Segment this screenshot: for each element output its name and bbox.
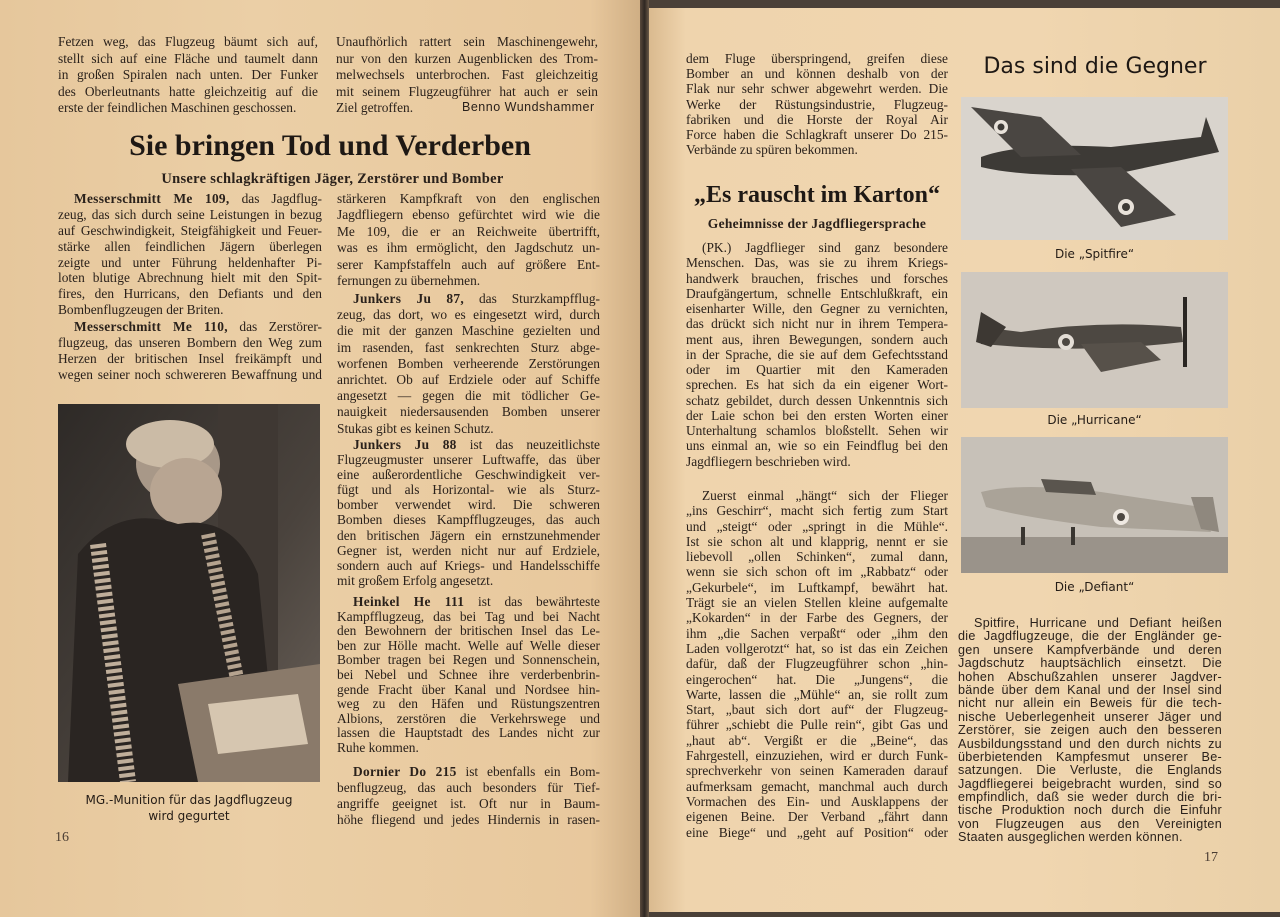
text-line: stärkeren Kampfkraft von den englischen [337,191,600,206]
paragraph-pk [686,240,948,469]
text-line: nauigkeit niedersausenden Bomben unserer [337,404,600,420]
text-line: benflugzeug, das auch besonders für Tief- [337,780,600,795]
photo-caption [58,792,320,824]
text-line: Vormachen des Ein- und Ausklappens der [686,793,948,809]
aircraft-name: Junkers Ju 88 [353,437,457,452]
text-line-rest: ist das bewährteste [478,594,600,609]
text-line-rest: das Zerstörer- [239,319,322,334]
text-line: führer „schiebt die Pulle rein“, gibt Gas und [686,717,948,733]
text-line: das drückt sich nicht nur in ihrem Tempera- [686,316,948,332]
text-line: ment aus, ihren Bewegungen, sondern auch [686,331,948,347]
text-line: wenn sie sich schon oft im „Rabbatz“ oder [686,564,948,580]
caption-hurricane: Die „Hurricane“ [1047,413,1142,427]
defiant-plane-image [961,437,1228,573]
photo-spitfire [961,97,1228,240]
text-line: sprechen. Es hat sich da ein eigener Wort- [686,377,948,393]
text-line: Bomben dieses Kampfflugzeuges, das auch [337,512,600,528]
aircraft-name: Dornier Do 215 [353,764,457,779]
text-line: Warte, lassen die „Mühle“ an, sie rollt zum [686,686,948,702]
book-gutter [640,0,649,917]
text-line: der Laie schon bei den ersten Worten einer [686,407,948,423]
aircraft-name: Heinkel He 111 [353,594,465,609]
aircraft-name: Messerschmitt Me 110, [74,319,228,334]
paragraph-me110-continued [337,191,600,289]
text-line: flugzeug, das unseren Bombern den Weg zum [58,335,322,350]
text-line: nicht nur allein ein Beweis für die tech- [958,696,1222,711]
text-line: Laden vollgerotzt“ hat, so ist das ein Zeichen [686,640,948,656]
text-line: ihm „die Sachen verpaßt“ oder „ihm den [686,625,948,641]
hurricane-plane-image [961,272,1228,408]
text-line: tische Produktion noch durch die Einfuhr [958,803,1222,818]
text-line: wird gegurtet [148,809,230,823]
text-line: Ausbildungsstand und den durch nichts zu [958,736,1222,751]
aircraft-name: Messerschmitt Me 109, [74,191,230,206]
text-line: Menschen. Das, was sie zu ihrem Kriegs- [686,255,948,271]
text-line: im rasenden, fast senkrechten Sturz abge- [337,339,600,355]
text-line: fernungen zu übernehmen. [337,272,481,288]
text-line: höhe fliegend und jedes Hindernis in rasen- [337,812,600,827]
text-line: und „steigt“ oder „springt in die Mühle“. [686,518,948,534]
text-line: Fetzen weg, das Flugzeug bäumt sich auf, [58,34,318,49]
text-line: angesetzt — gegen die mit tödlicher Ge- [337,388,600,404]
text-line: „ins Geschirr“, macht sich fertig zum Start [686,503,948,519]
text-line: Staaten ausgeglichen werden können. [958,830,1183,845]
text-line: angriffe geeignet ist. Oft nur in Baum- [337,796,600,811]
text-line: eine Biege“ und „geht auf Position“ oder [686,824,948,840]
text-line: dafür, daß der Flugzeugführer schon „hin- [686,656,948,672]
paragraph-ju88 [337,437,600,588]
text-line: loten blutige Abrechnung hielt mit den Spit- [58,270,322,286]
text-line: Werke der Rüstungsindustrie, Flugzeug- [686,96,948,112]
text-line: Stukas gibt es keinen Schutz. [337,420,494,436]
caption-defiant: Die „Defiant“ [1054,580,1135,594]
text-line: schatz gebildet, durch dessen Unkenntnis sich [686,392,948,408]
text-line: bei Nebel und Schnee ihre verderbenbrin- [337,666,600,682]
text-line: Unaufhörlich rattert sein Maschinengewehr, [336,34,598,49]
text-line: Kampfflugzeug, das bei Tag und bei Nacht [337,608,600,624]
text-line: Albions, zerstören die Verkehrswege und [337,710,600,726]
text-line: Me 109, die er an Reichweite übertrifft, [337,223,600,239]
text-line: MG.-Munition für das Jagdflugzeug [85,793,293,807]
text-line: bände über dem Kanal und der Insel sind [958,682,1222,697]
text-line-rest: das Sturzkampfflug- [478,291,600,306]
text-line: Jagdfliegern ebenso gefürchtet wird wie die [337,207,600,223]
text-line: sprechverkehr von seinen Kameraden darauf [686,763,948,779]
text-line: uns einmal an, wie so ein Feindflug bei den [686,438,948,454]
text-line: Verbände zu spüren bekommen. [686,142,858,158]
text-line-rest: ist das neuzeitlichste [469,437,600,452]
text-line: Trägt sie an vielen Stellen kleine aufgemalte [686,595,948,611]
text-line: Fahrgestell, einzuziehen, wird er durch Funk- [686,748,948,764]
text-line: Spitfire, Hurricane und Defiant heißen [974,616,1222,630]
text-line: stärke allen feindlichen Jägern überlegen [58,238,322,254]
aircraft-name: Junkers Ju 87, [353,291,465,306]
text-line: nur von den kurzen Augenblicken des Trom- [336,50,598,66]
text-line: Start, „baut sich dort auf“ der Flugzeug- [686,702,948,718]
text-line: was es ihm ermöglicht, den Jagdschutz un- [337,240,600,256]
text-line: Zerstörer, sie zeigen auch den besseren [958,723,1222,738]
text-line: ben zur Hölle macht. Welle auf Welle dieser [337,637,600,653]
text-line: handwerk brauchen, frisches und forsches [686,270,948,286]
paragraph-gegner [958,617,1222,845]
photo-ammunition-belt [58,404,320,782]
page-number-right: 17 [1204,850,1218,865]
text-line: gen unsere Kampfverbände und deren [958,642,1222,657]
text-line: Gegner ist, werden nicht nur auf Erdziele, [337,542,600,558]
text-line [337,437,600,452]
paragraph-me109 [58,191,322,318]
text-line: anrichtet. Ob auf Erdziele oder auf Schiffe [337,371,600,387]
text-line: erste der feindlichen Maschinen geschossen. [58,100,297,115]
text-line: zeug, das dort, wo es eingesetzt wird, durch [337,307,600,323]
article-title: Sie bringen Tod und Verderben [129,129,531,162]
text-line: den britischen Jägern ein ernstzunehmender [337,527,600,543]
text-line: eine außerordentliche Geschwindigkeit ver- [337,467,600,483]
text-line: serer Kampfstaffeln auch auf größere Ent- [337,256,600,272]
text-line: eingerochen“ hat. Die „Jungens“, die [686,671,948,687]
photo-defiant [961,437,1228,573]
photo-hurricane [961,272,1228,408]
text-line: satzungen. Die Verluste, die Englands [958,763,1222,778]
text-line [337,291,600,307]
text-line: mit großem Erfolg angesetzt. [337,572,494,588]
text-line: Force haben die Schlagkraft unserer Do 215- [686,126,948,142]
text-line: stellt sich auf eine Fläche und taumelt dann [58,50,318,66]
text-line: den Bewohnern der britischen Insel das Le- [337,623,600,639]
spitfire-plane-image [961,97,1228,240]
text-line: „haut ab“. Vergißt er die „Beine“, das [686,732,948,748]
paragraph-ju87 [337,291,600,437]
paragraph-me110 [58,319,322,383]
text-line: die Jagdflugzeuge, die der Engländer ge- [958,629,1222,644]
text-line: Ruhe kommen. [337,739,419,755]
text-line: Herzen der britischen Insel freikämpft und [58,351,322,366]
section-title-karton: „Es rauscht im Karton“ [694,182,940,208]
text-line: liebevoll „ollen Schinken“, zumal dann, [686,549,948,565]
text-line: des Oberleutnants hatte gleichzeitig auf die [58,83,318,99]
paragraph-do215 [337,764,600,828]
text-line: zeug, das sich durch seine Leistungen in bezug [58,206,322,222]
author-byline: Benno Wundshammer [462,100,595,114]
text-line [337,764,600,780]
text-line: „Kokarden“ in der Farbe des Gegners, der [686,610,948,626]
caption-spitfire: Die „Spitfire“ [1054,247,1135,261]
text-line: „Gekurbele“, im Luftkampf, bewährt hat. [686,579,948,595]
text-line: in der Sprache, die sie auf dem Gefechtsstand [686,346,948,362]
text-line: lassen die Hauptstadt des Landes nicht zur [337,725,600,741]
gegner-title: Das sind die Gegner [983,54,1207,79]
text-line: aufmerksam gemacht, manchmal auch durch [686,778,948,794]
section-subtitle: Geheimnisse der Jagdfliegersprache [707,216,927,231]
text-line: empfindlich, daß sie weder durch die bri- [958,790,1222,805]
text-line: dem Fluge überspringend, greifen diese [686,51,948,66]
text-line: wegen seiner noch schwereren Bewaffnung und [58,367,322,382]
text-line: überbietenden Kampfesmut unserer Be- [958,749,1222,764]
text-line: worfenen Bomben verheerende Zerstörungen [337,355,600,371]
text-line: Bomber tragen bei Regen und Sonnenschein, [337,652,600,668]
paragraph-he111 [337,595,600,756]
article-subtitle: Unsere schlagkräftigen Jäger, Zerstörer und Bomber [161,171,504,187]
paragraph-zuerst [686,488,948,840]
text-line: Bombenflugzeugen der Briten. [58,302,224,318]
text-line: sondern auch auf Kriegs- und Handelsschiffe [337,557,600,573]
text-line: Flak nur sehr schwer abgewehrt werden. Die [686,81,948,97]
text-line: weg zu den Häfen und Rüstungszentren [337,696,600,712]
paragraph-do215-continued [686,51,948,157]
text-line: eigenen Beine. Der Verband „fährt dann [686,809,948,825]
text-line: bomber verwendet wird. Die schweren [337,497,600,513]
text-line: Jagdfliegern beschrieben wird. [686,453,851,469]
text-line: Unterhaltung schamlos bloßstellt. Sehen wir [686,423,948,438]
text-line: eisenharter Wille, den Gegner zu vernichten, [686,301,948,316]
text-line: Draufgängertum, schnelle Entschlußkraft, ein [686,285,948,301]
text-line: in großen Spiralen nach unten. Der Funker [58,67,318,82]
text-line: fügt und als Horizontal- wie als Sturz- [337,482,600,498]
text-line: melwechsels unterbrochen. Fast gleichzeitig [336,67,598,82]
text-line: gende Fracht über Kanal und Nordsee hin- [337,681,600,697]
text-line: oder im Quartier mit den Kameraden [686,362,948,377]
text-line-rest: ist ebenfalls ein Bom- [465,764,600,779]
text-line: auf Geschwindigkeit, Steigfähigkeit und Feuer- [58,222,322,238]
story-ending-col1 [58,34,318,117]
text-line: Jagdschutz hauptsächlich einsetzt. Die [958,656,1222,671]
page-number-left: 16 [55,830,69,845]
text-line: (PK.) Jagdflieger sind ganz besondere [702,240,948,255]
text-line: von Flugzeugen aus den Vereinigten [958,816,1222,831]
text-line [58,319,322,335]
ammunition-photo-image [58,404,320,782]
text-line: mit seinem Flugzeugführer hat auch er sein [336,83,598,99]
text-line: Ist sie schon alt und klapprig, nennt er sie [686,533,948,549]
text-line: fires, den Hurricans, den Defiants und den [58,286,322,302]
text-line: nische Ueberlegenheit unserer Jäger und [958,709,1222,724]
text-line: Zuerst einmal „hängt“ sich der Flieger [702,488,948,503]
text-line: hohen Abschußzahlen unserer Jagdver- [958,669,1222,684]
text-line-rest: das Jagdflug- [241,191,322,206]
text-line [58,191,322,207]
text-line: die mit der ganzen Maschine gezielten und [337,323,600,339]
text-line: Jagdfliegerei beigebracht wurden, sind so [958,776,1222,791]
text-line: Bomber an und können deshalb von der [686,66,948,82]
text-line [337,595,600,610]
text-line: zeigte und unter Führung heldenhafter Pi- [58,254,322,270]
text-line: fabriken und die Horste der Royal Air [686,111,948,127]
text-line: Flugzeugmuster unserer Luftwaffe, das über [337,452,600,468]
text-line: Ziel getroffen. [336,100,414,115]
